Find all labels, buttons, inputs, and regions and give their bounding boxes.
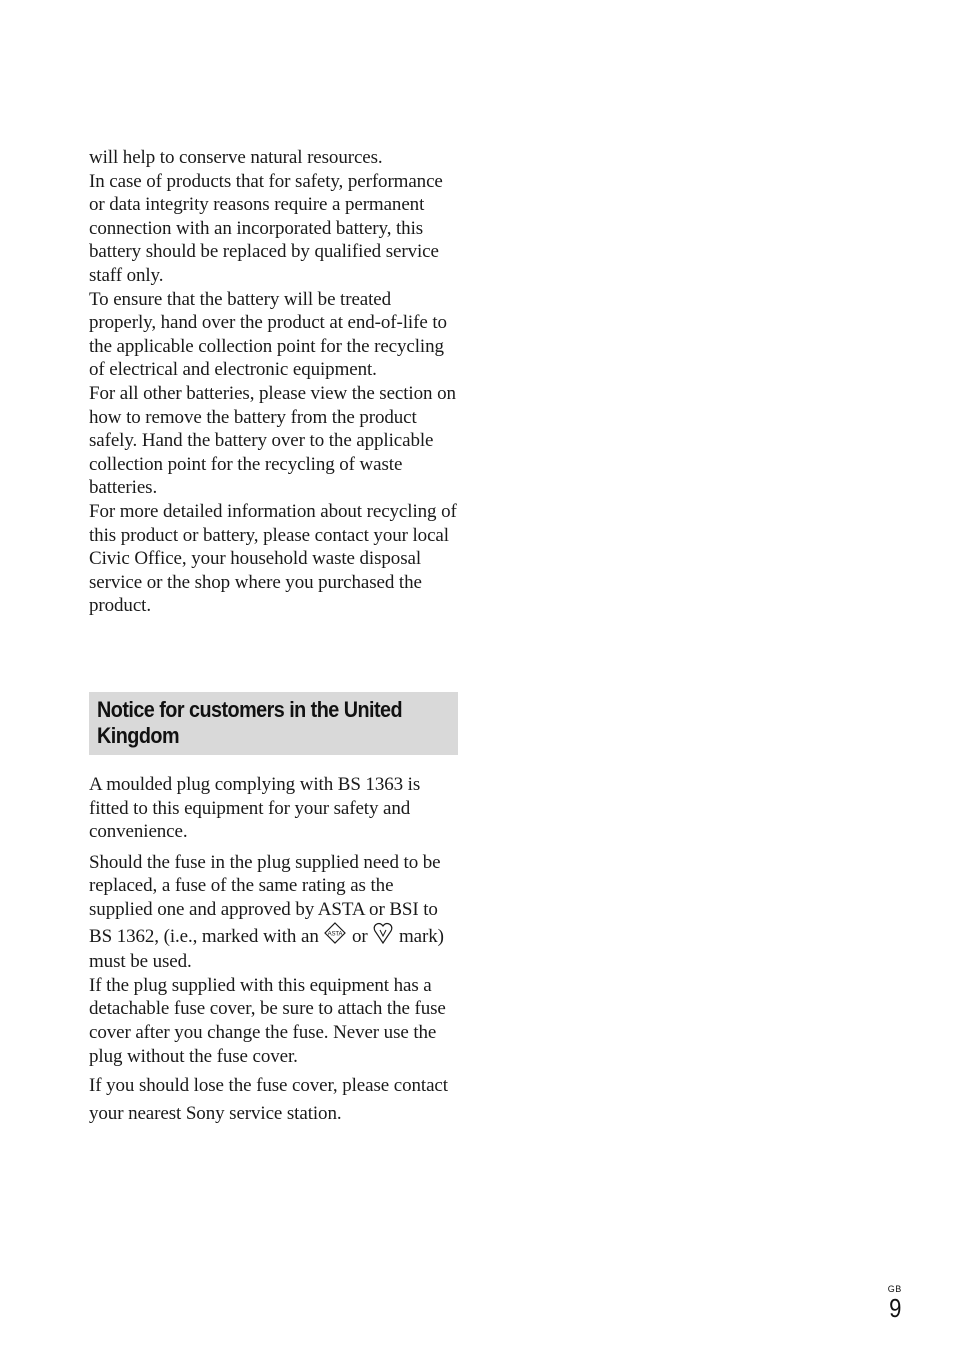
uk-paragraph-2-or: or: [352, 925, 368, 947]
uk-notice-heading-box: [89, 692, 458, 755]
region-code: GB: [887, 1284, 902, 1294]
intro-paragraph-3: To ensure that the battery will be treated properly, hand over the product at end-of-life to the applicable collection point for the recycling of electrical and electronic equipment.: [89, 288, 447, 381]
asta-mark-icon: [324, 922, 346, 951]
page-number: 9: [888, 1293, 901, 1323]
asta-mark-label: ASTA: [327, 931, 343, 938]
uk-paragraph-4: If you should lose the fuse cover, please contact your nearest Sony service station.: [89, 1075, 448, 1125]
uk-notice-text: [89, 773, 461, 1128]
intro-paragraph-1: will help to conserve natural resources.: [89, 147, 383, 168]
uk-notice-heading: Notice for customers in the United Kingdom: [97, 697, 403, 748]
page-number-block: [888, 1284, 902, 1321]
intro-text: [89, 146, 461, 618]
intro-paragraph-5: For more detailed information about recycling of this product or battery, please contact your local Civic Office, your household waste disposal service or the shop where you purchased the product.: [89, 500, 457, 617]
bsi-kitemark-icon: [373, 922, 393, 951]
uk-paragraph-2: [89, 851, 461, 974]
uk-paragraph-3: If the plug supplied with this equipment has a detachable fuse cover, be sure to attach the fuse cover after you change the fuse. Never use the plug without the fuse cover.: [89, 974, 446, 1067]
uk-paragraph-2-end: mark) must be used.: [89, 925, 444, 973]
uk-paragraph-2-start: Should the fuse in the plug supplied need to be replaced, a fuse of the same rating as the supplied one and approved by ASTA or BSI to BS 1362, (i.e., marked with an: [89, 851, 441, 947]
intro-paragraph-2: In case of products that for safety, performance or data integrity reasons require a permanent connection with an incorporated battery, this battery should be replaced by qualified service staff only.: [89, 170, 443, 286]
uk-paragraph-1: A moulded plug complying with BS 1363 is fitted to this equipment for your safety and convenience.: [89, 774, 421, 843]
intro-paragraph-4: For all other batteries, please view the section on how to remove the battery from the product safely. Hand the battery over to the applicable collection point for the recycling of waste batteries.: [89, 382, 456, 499]
